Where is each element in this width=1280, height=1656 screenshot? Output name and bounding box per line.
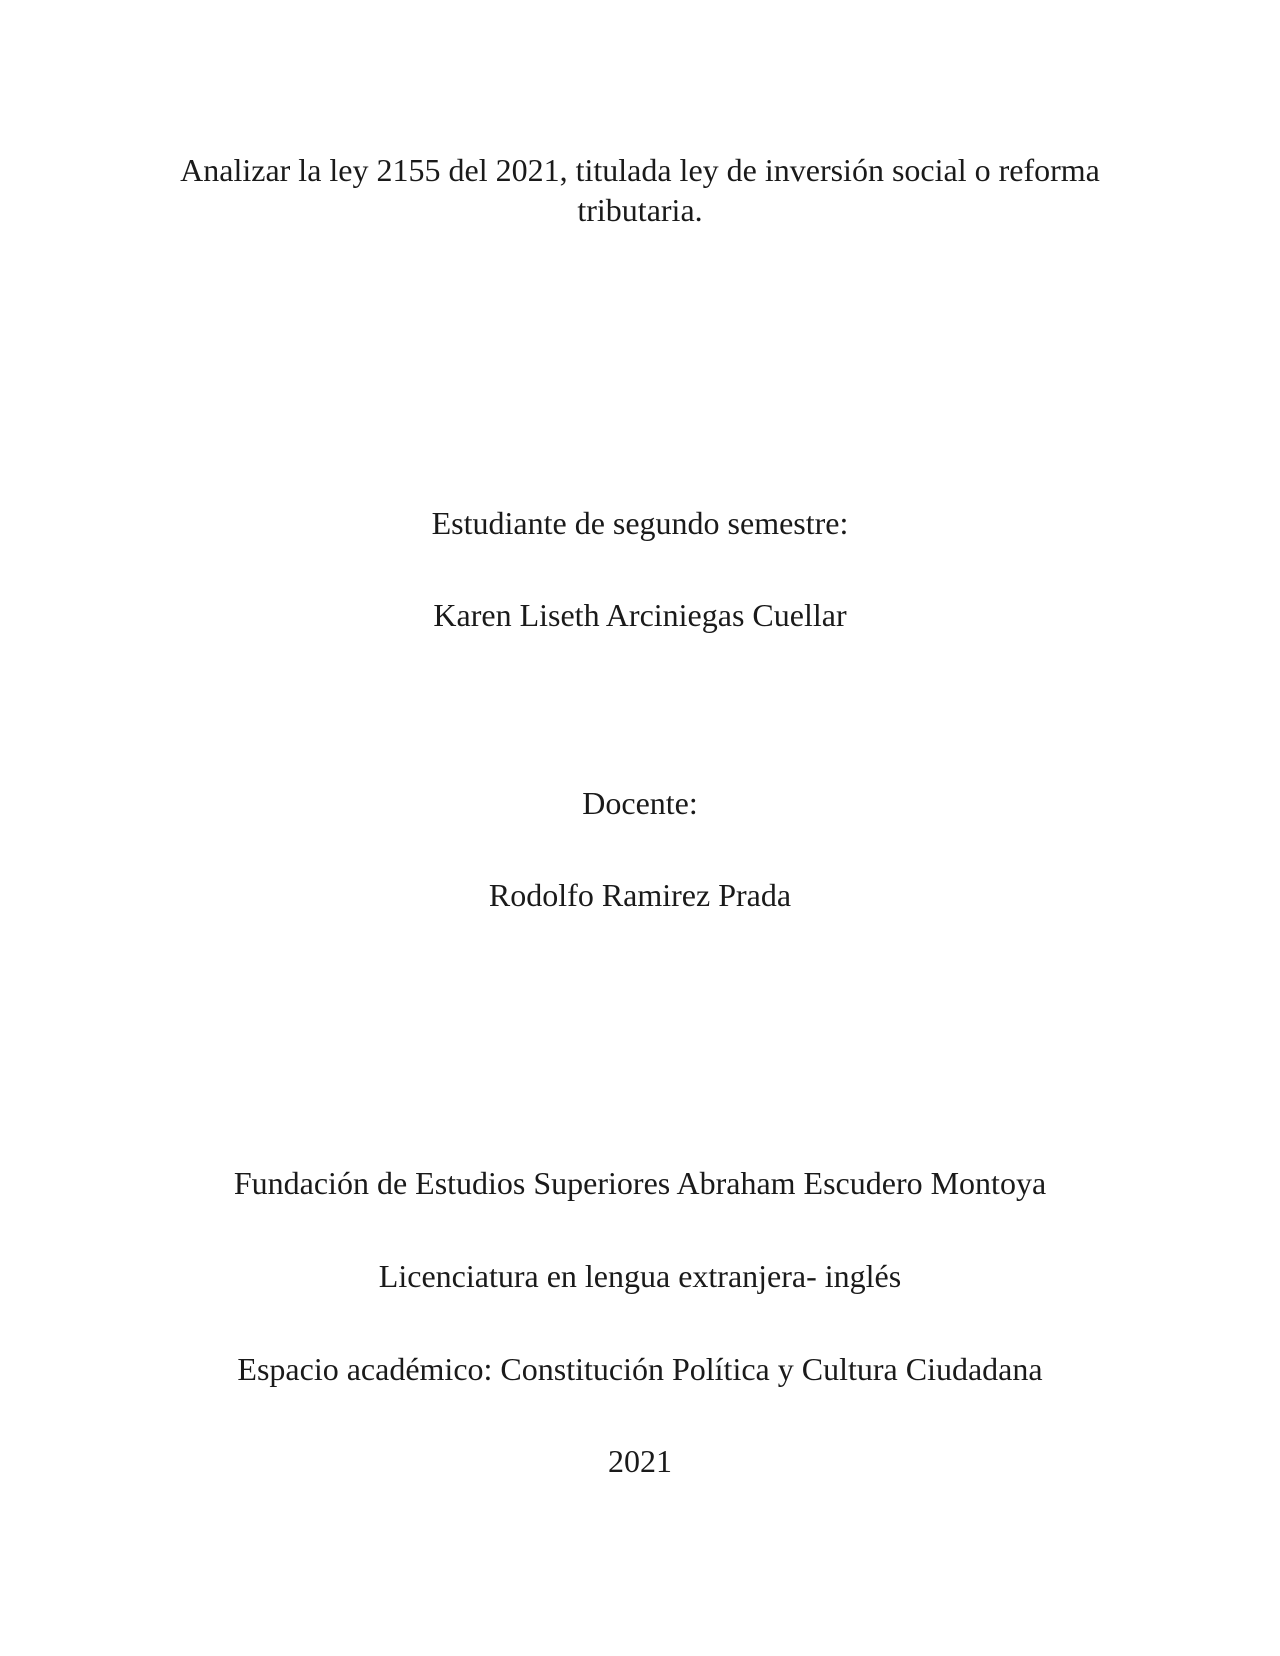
program-name: Licenciatura en lengua extranjera- inglés: [378, 1258, 902, 1294]
student-label: Estudiante de segundo semestre:: [431, 505, 849, 541]
document-year: 2021: [608, 1443, 672, 1479]
institution-name: Fundación de Estudios Superiores Abraham Escudero Montoya: [233, 1165, 1047, 1201]
teacher-label: Docente:: [582, 785, 698, 821]
teacher-name: Rodolfo Ramirez Prada: [488, 877, 792, 913]
student-name: Karen Liseth Arciniegas Cuellar: [433, 597, 847, 633]
course-name: Espacio académico: Constitución Política y Cultura Ciudadana: [237, 1351, 1043, 1387]
document-title: Analizar la ley 2155 del 2021, titulada ley de inversión social o reforma tributaria.: [180, 152, 1100, 228]
